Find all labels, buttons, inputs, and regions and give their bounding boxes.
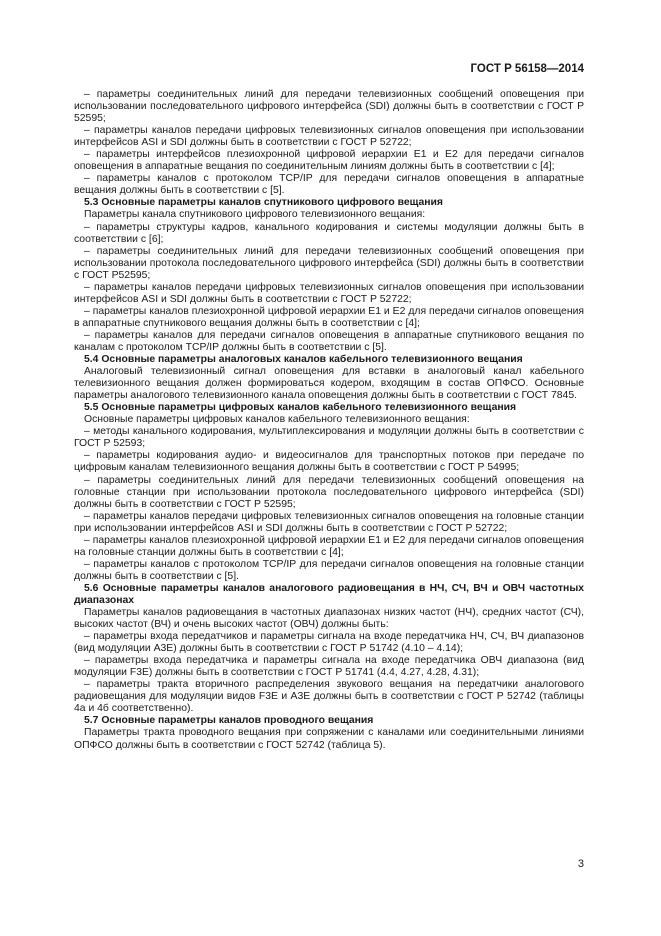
list-item: – параметры каналов плезиохронной цифровой иерархии Е1 и Е2 для передачи сигналов оповещения в аппаратные спутникового вещания должны быть в соответствии с [4]; — [74, 305, 584, 329]
section-heading: 5.5 Основные параметры цифровых каналов кабельного телевизионного вещания — [84, 402, 517, 414]
list-item: – параметры каналов плезиохронной цифровой иерархии Е1 и Е2 для передачи сигналов оповещения на головные станции должны быть в соответствии с [4]; — [74, 534, 584, 558]
paragraph: Аналоговый телевизионный сигнал оповещения для вставки в аналоговый канал кабельного телевизионного вещания должен формироваться кодером, входящим в состав ОПФСО. Основные параметры аналогового телевизионного канала оповещения должны быть в соответствии с ГОСТ 7845. — [74, 366, 584, 402]
list-item: – параметры тракта вторичного распределения звукового вещания на передатчики аналогового радиовещания для модуляции видов F3E и A3E должны быть в соответствии с ГОСТ Р 52742 (таблицы 4а и 4б соответственно). — [74, 679, 584, 715]
list-item: – параметры каналов с протоколом TCP/IP для передачи сигналов оповещения на головные станции должны быть в соответствии с [5]. — [74, 558, 584, 582]
list-item: – параметры входа передатчиков и параметры сигнала на входе передатчика НЧ, СЧ, ВЧ диапазонов (вид модуляции A3E) должны быть в соответствии с ГОСТ Р 51742 (4.10 – 4.14); — [74, 631, 584, 655]
list-item: – параметры входа передатчика и параметры сигнала на входе передатчика ОВЧ диапазона (вид модуляции F3E) должны быть в соответствии с ГОСТ Р 51741 (4.4, 4.27, 4.28, 4.31); — [74, 655, 584, 679]
list-item: – параметры соединительных линий для передачи телевизионных сообщений оповещения на головные станции при использовании протокола последовательного цифрового интерфейса (SDI) должны быть в соответствии с ГОСТ Р 52595; — [74, 474, 584, 510]
paragraph: Параметры канала спутникового цифрового телевизионного вещания: — [84, 209, 426, 221]
list-item: – параметры каналов передачи цифровых телевизионных сигналов оповещения на головные станции при использовании интерфейсов ASI и SDI должны быть в соответствии с ГОСТ Р 52722; — [74, 510, 584, 534]
list-item: – параметры структуры кадров, канального кодирования и системы модуляции должны быть в соответствии с [6]; — [74, 221, 584, 245]
section-heading: 5.6 Основные параметры каналов аналогового радиовещания в НЧ, СЧ, ВЧ и ОВЧ частотных диапазонах — [74, 582, 584, 606]
document-body — [74, 89, 584, 752]
list-item: – параметры соединительных линий для передачи телевизионных сообщений оповещения при использовании протокола последовательного цифрового интерфейса (SDI) должны быть в соответствии с ГОСТ Р52595; — [74, 245, 584, 281]
list-item: – методы канального кодирования, мультиплексирования и модуляции должны быть в соответствии с ГОСТ Р 52593; — [74, 426, 584, 450]
list-item: – параметры каналов для передачи сигналов оповещения в аппаратные спутникового вещания по каналам с протоколом TCP/IP должны быть в соответствии с [5]. — [74, 329, 584, 353]
list-item: – параметры интерфейсов плезиохронной цифровой иерархии Е1 и Е2 для передачи сигналов оповещения в аппаратные вещания по соединительным линиям должны быть в соответствии с [4]; — [74, 149, 584, 173]
list-item: – параметры каналов передачи цифровых телевизионных сигналов оповещения при использовании интерфейсов ASI и SDI должны быть в соответствии с ГОСТ Р 52722; — [74, 281, 584, 305]
list-item: – параметры каналов передачи цифровых телевизионных сигналов оповещения при использовании интерфейсов ASI и SDI должны быть в соответствии с ГОСТ Р 52722; — [74, 125, 584, 149]
paragraph: Параметры каналов радиовещания в частотных диапазонах низких частот (НЧ), средних частот (СЧ), высоких частот (ВЧ) и очень высоких частот (ОВЧ) должны быть: — [74, 607, 584, 631]
paragraph: Основные параметры цифровых каналов кабельного телевизионного вещания: — [84, 414, 470, 426]
page-number: 3 — [577, 858, 584, 870]
list-item: – параметры кодирования аудио- и видеосигналов для транспортных потоков при передаче по цифровым каналам телевизионного вещания должны быть в соответствии с ГОСТ Р 54995; — [74, 450, 584, 474]
section-heading: 5.7 Основные параметры каналов проводного вещания — [84, 715, 374, 727]
document-standard-header: ГОСТ Р 56158—2014 — [470, 63, 584, 75]
section-heading: 5.3 Основные параметры каналов спутникового цифрового вещания — [84, 197, 443, 209]
paragraph: Параметры тракта проводного вещания при сопряжении с каналами или соединительными линиями ОПФСО должны быть в соответствии с ГОСТ 52742 (таблица 5). — [74, 727, 584, 751]
section-heading: 5.4 Основные параметры аналоговых каналов кабельного телевизионного вещания — [84, 354, 523, 366]
list-item: – параметры соединительных линий для передачи телевизионных сообщений оповещения при использовании последовательного цифрового интерфейса (SDI) должны быть в соответствии с ГОСТ Р 52595; — [74, 89, 584, 125]
list-item: – параметры каналов с протоколом TCP/IP для передачи сигналов оповещения в аппаратные вещания должны быть в соответствии с [5]. — [74, 173, 584, 197]
